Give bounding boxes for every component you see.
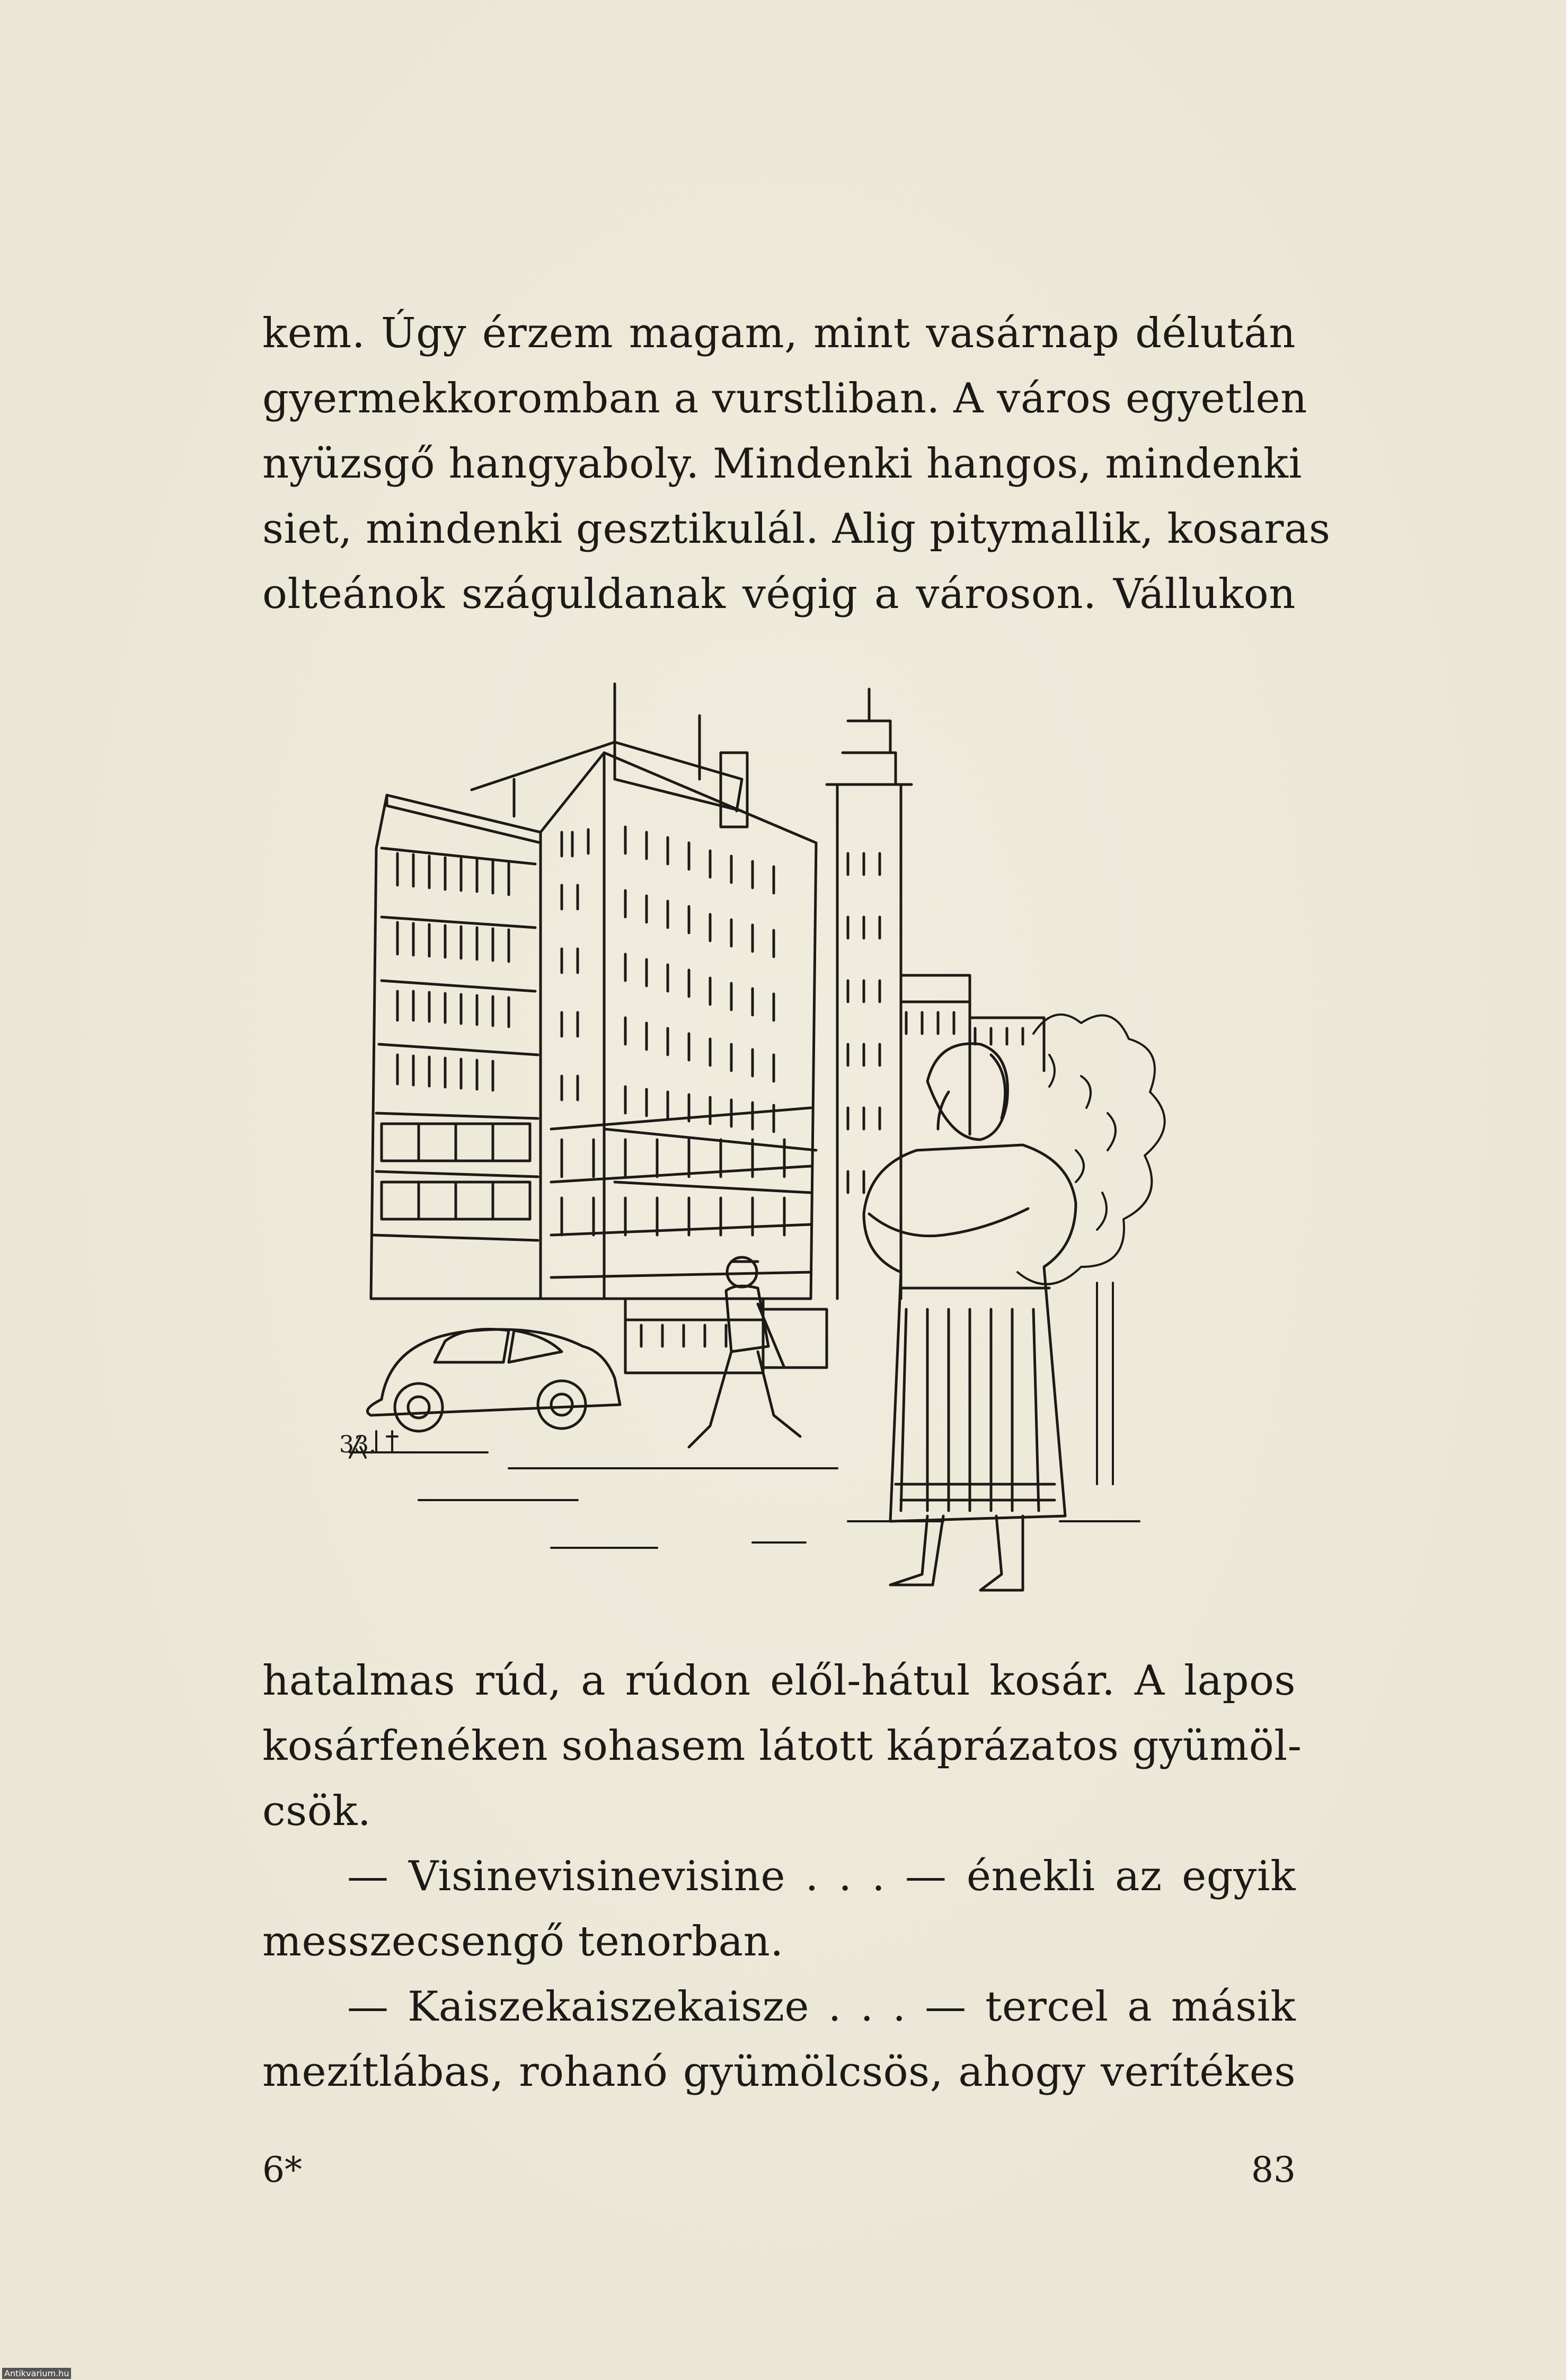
text-line: olteánok száguldanak végig a városon. Vállukon xyxy=(262,570,1296,618)
top-paragraph xyxy=(262,301,1331,627)
watermark: Antikvarium.hu xyxy=(2,2368,71,2379)
text-line: siet, mindenki gesztikulál. Alig pitymallik, kosaras xyxy=(262,505,1331,553)
street-scene-illustration xyxy=(339,673,1214,1601)
tower xyxy=(827,689,912,1299)
page-number: 83 xyxy=(1251,2149,1296,2190)
text-line: — Kaiszekaiszekaisze . . . — tercel a másik xyxy=(347,1983,1296,2031)
text-line: kosárfenéken sohasem látott káprázatos gyümöl- xyxy=(262,1722,1302,1770)
text-line: csök. xyxy=(262,1787,371,1835)
text-line: nyüzsgő hangyaboly. Mindenki hangos, mindenki xyxy=(262,440,1302,488)
ground-lines xyxy=(350,1431,1139,1548)
page-footer xyxy=(262,2149,1296,2202)
far-buildings xyxy=(901,975,1044,1134)
walking-man xyxy=(689,1257,800,1447)
text-line: messzecsengő tenorban. xyxy=(262,1918,784,1965)
car xyxy=(367,1329,620,1432)
text-line: kem. Úgy érzem magam, mint vasárnap délután xyxy=(262,310,1296,357)
tram xyxy=(625,1299,827,1373)
tree xyxy=(1018,1015,1165,1484)
bottom-text xyxy=(262,1649,1302,2105)
text-line: gyermekkoromban a vurstliban. A város egyetlen xyxy=(262,375,1307,422)
left-building xyxy=(371,795,541,1299)
text-line: hatalmas rúd, a rúdon elől-hátul kosár. A lapos xyxy=(262,1657,1296,1705)
illustrator-signature: 33. xyxy=(339,1431,376,1458)
text-line: mezítlábas, rohanó gyümölcsös, ahogy verítékes xyxy=(262,2048,1296,2096)
text-line: — Visinevisinevisine . . . — énekli az egyik xyxy=(347,1853,1296,1900)
printer-signature-mark: 6* xyxy=(262,2149,302,2190)
